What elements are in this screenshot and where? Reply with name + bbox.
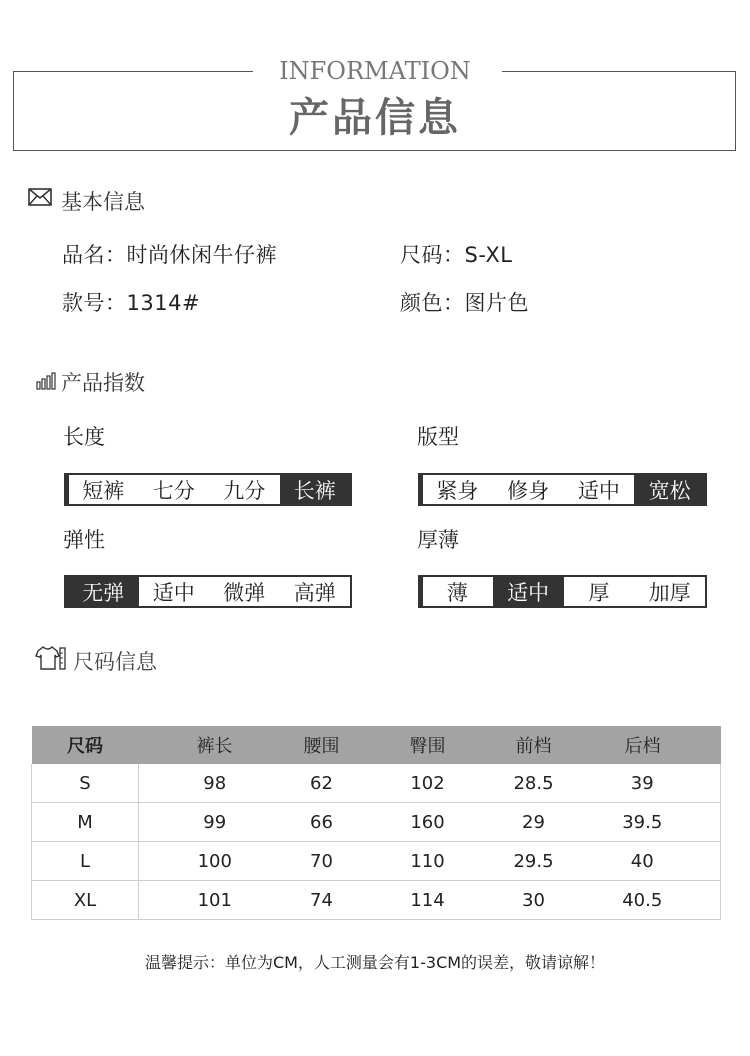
style-no-value: 1314# bbox=[126, 291, 201, 315]
header-size: 尺码 bbox=[32, 726, 139, 764]
size-label: 尺码： bbox=[400, 243, 465, 267]
table-row bbox=[32, 842, 721, 881]
thickness-option-thick: 厚 bbox=[588, 580, 610, 605]
fit-label: 版型 bbox=[417, 425, 459, 449]
elasticity-label: 弹性 bbox=[63, 528, 105, 552]
elasticity-bar bbox=[66, 575, 352, 608]
thickness-option-medium: 适中 bbox=[493, 577, 564, 606]
table-row bbox=[32, 764, 721, 803]
size-value: S-XL bbox=[464, 243, 513, 267]
cell-size: L bbox=[32, 842, 139, 881]
cell-hip: 160 bbox=[353, 803, 503, 842]
size-info-title: 尺码信息 bbox=[73, 650, 157, 674]
fit-option-regular: 适中 bbox=[577, 478, 620, 503]
table-row bbox=[32, 803, 721, 842]
fit-bar bbox=[420, 473, 707, 506]
size-table bbox=[31, 726, 721, 920]
length-label: 长度 bbox=[63, 425, 105, 449]
elasticity-option-high: 高弹 bbox=[293, 580, 336, 605]
cell-length: 100 bbox=[139, 842, 291, 881]
style-no-label: 款号： bbox=[62, 291, 127, 315]
cell-back-rise: 40 bbox=[565, 842, 721, 881]
cell-length: 99 bbox=[139, 803, 291, 842]
header-waist: 腰围 bbox=[291, 726, 353, 764]
size-table-header bbox=[32, 726, 721, 764]
header-back-rise: 后档 bbox=[565, 726, 721, 764]
cell-front-rise: 29.5 bbox=[503, 842, 565, 881]
length-option-short: 短裤 bbox=[82, 478, 125, 503]
length-option-long: 长裤 bbox=[280, 475, 351, 504]
header-length: 裤长 bbox=[139, 726, 291, 764]
fit-option-tight: 紧身 bbox=[436, 478, 479, 503]
elasticity-option-slight: 微弹 bbox=[223, 580, 266, 605]
elasticity-option-medium: 适中 bbox=[152, 580, 195, 605]
product-name-value: 时尚休闲牛仔裤 bbox=[126, 243, 277, 267]
cell-size: M bbox=[32, 803, 139, 842]
envelope-icon bbox=[28, 188, 52, 206]
thickness-label: 厚薄 bbox=[417, 528, 459, 552]
cell-hip: 114 bbox=[353, 881, 503, 920]
thickness-bar bbox=[420, 575, 707, 608]
cell-size: S bbox=[32, 764, 139, 803]
basic-info-title: 基本信息 bbox=[61, 190, 145, 214]
thickness-option-thin: 薄 bbox=[446, 580, 468, 605]
fit-option-slim: 修身 bbox=[507, 478, 550, 503]
header-hip: 臀围 bbox=[353, 726, 503, 764]
product-style-no bbox=[62, 287, 200, 317]
cell-waist: 62 bbox=[291, 764, 353, 803]
length-option-cropped: 七分 bbox=[152, 478, 195, 503]
measurement-note: 温馨提示：单位为CM，人工测量会有1-3CM的误差，敬请谅解！ bbox=[144, 953, 606, 972]
cell-hip: 110 bbox=[353, 842, 503, 881]
header-title-cn: 产品信息 bbox=[289, 95, 461, 141]
cell-waist: 66 bbox=[291, 803, 353, 842]
cell-waist: 74 bbox=[291, 881, 353, 920]
product-name-label: 品名： bbox=[62, 243, 127, 267]
product-size bbox=[400, 239, 512, 269]
cell-waist: 70 bbox=[291, 842, 353, 881]
cell-front-rise: 30 bbox=[503, 881, 565, 920]
header-title-en: INFORMATION bbox=[279, 57, 471, 85]
cell-length: 101 bbox=[139, 881, 291, 920]
product-index-title: 产品指数 bbox=[61, 371, 145, 395]
fit-option-loose: 宽松 bbox=[634, 475, 705, 504]
header-front-rise: 前档 bbox=[503, 726, 565, 764]
cell-length: 98 bbox=[139, 764, 291, 803]
cell-back-rise: 39 bbox=[565, 764, 721, 803]
shirt-ruler-icon bbox=[35, 645, 67, 671]
length-bar bbox=[66, 473, 352, 506]
elasticity-option-none: 无弹 bbox=[68, 577, 139, 606]
cell-back-rise: 40.5 bbox=[565, 881, 721, 920]
thickness-option-extra-thick: 加厚 bbox=[648, 580, 691, 605]
color-label: 颜色： bbox=[400, 291, 465, 315]
cell-back-rise: 39.5 bbox=[565, 803, 721, 842]
table-row bbox=[32, 881, 721, 920]
cell-front-rise: 28.5 bbox=[503, 764, 565, 803]
product-color bbox=[400, 287, 529, 317]
product-name bbox=[62, 239, 277, 269]
color-value: 图片色 bbox=[464, 291, 529, 315]
cell-hip: 102 bbox=[353, 764, 503, 803]
length-option-ankle: 九分 bbox=[223, 478, 266, 503]
cell-front-rise: 29 bbox=[503, 803, 565, 842]
bar-chart-icon bbox=[36, 372, 56, 390]
cell-size: XL bbox=[32, 881, 139, 920]
